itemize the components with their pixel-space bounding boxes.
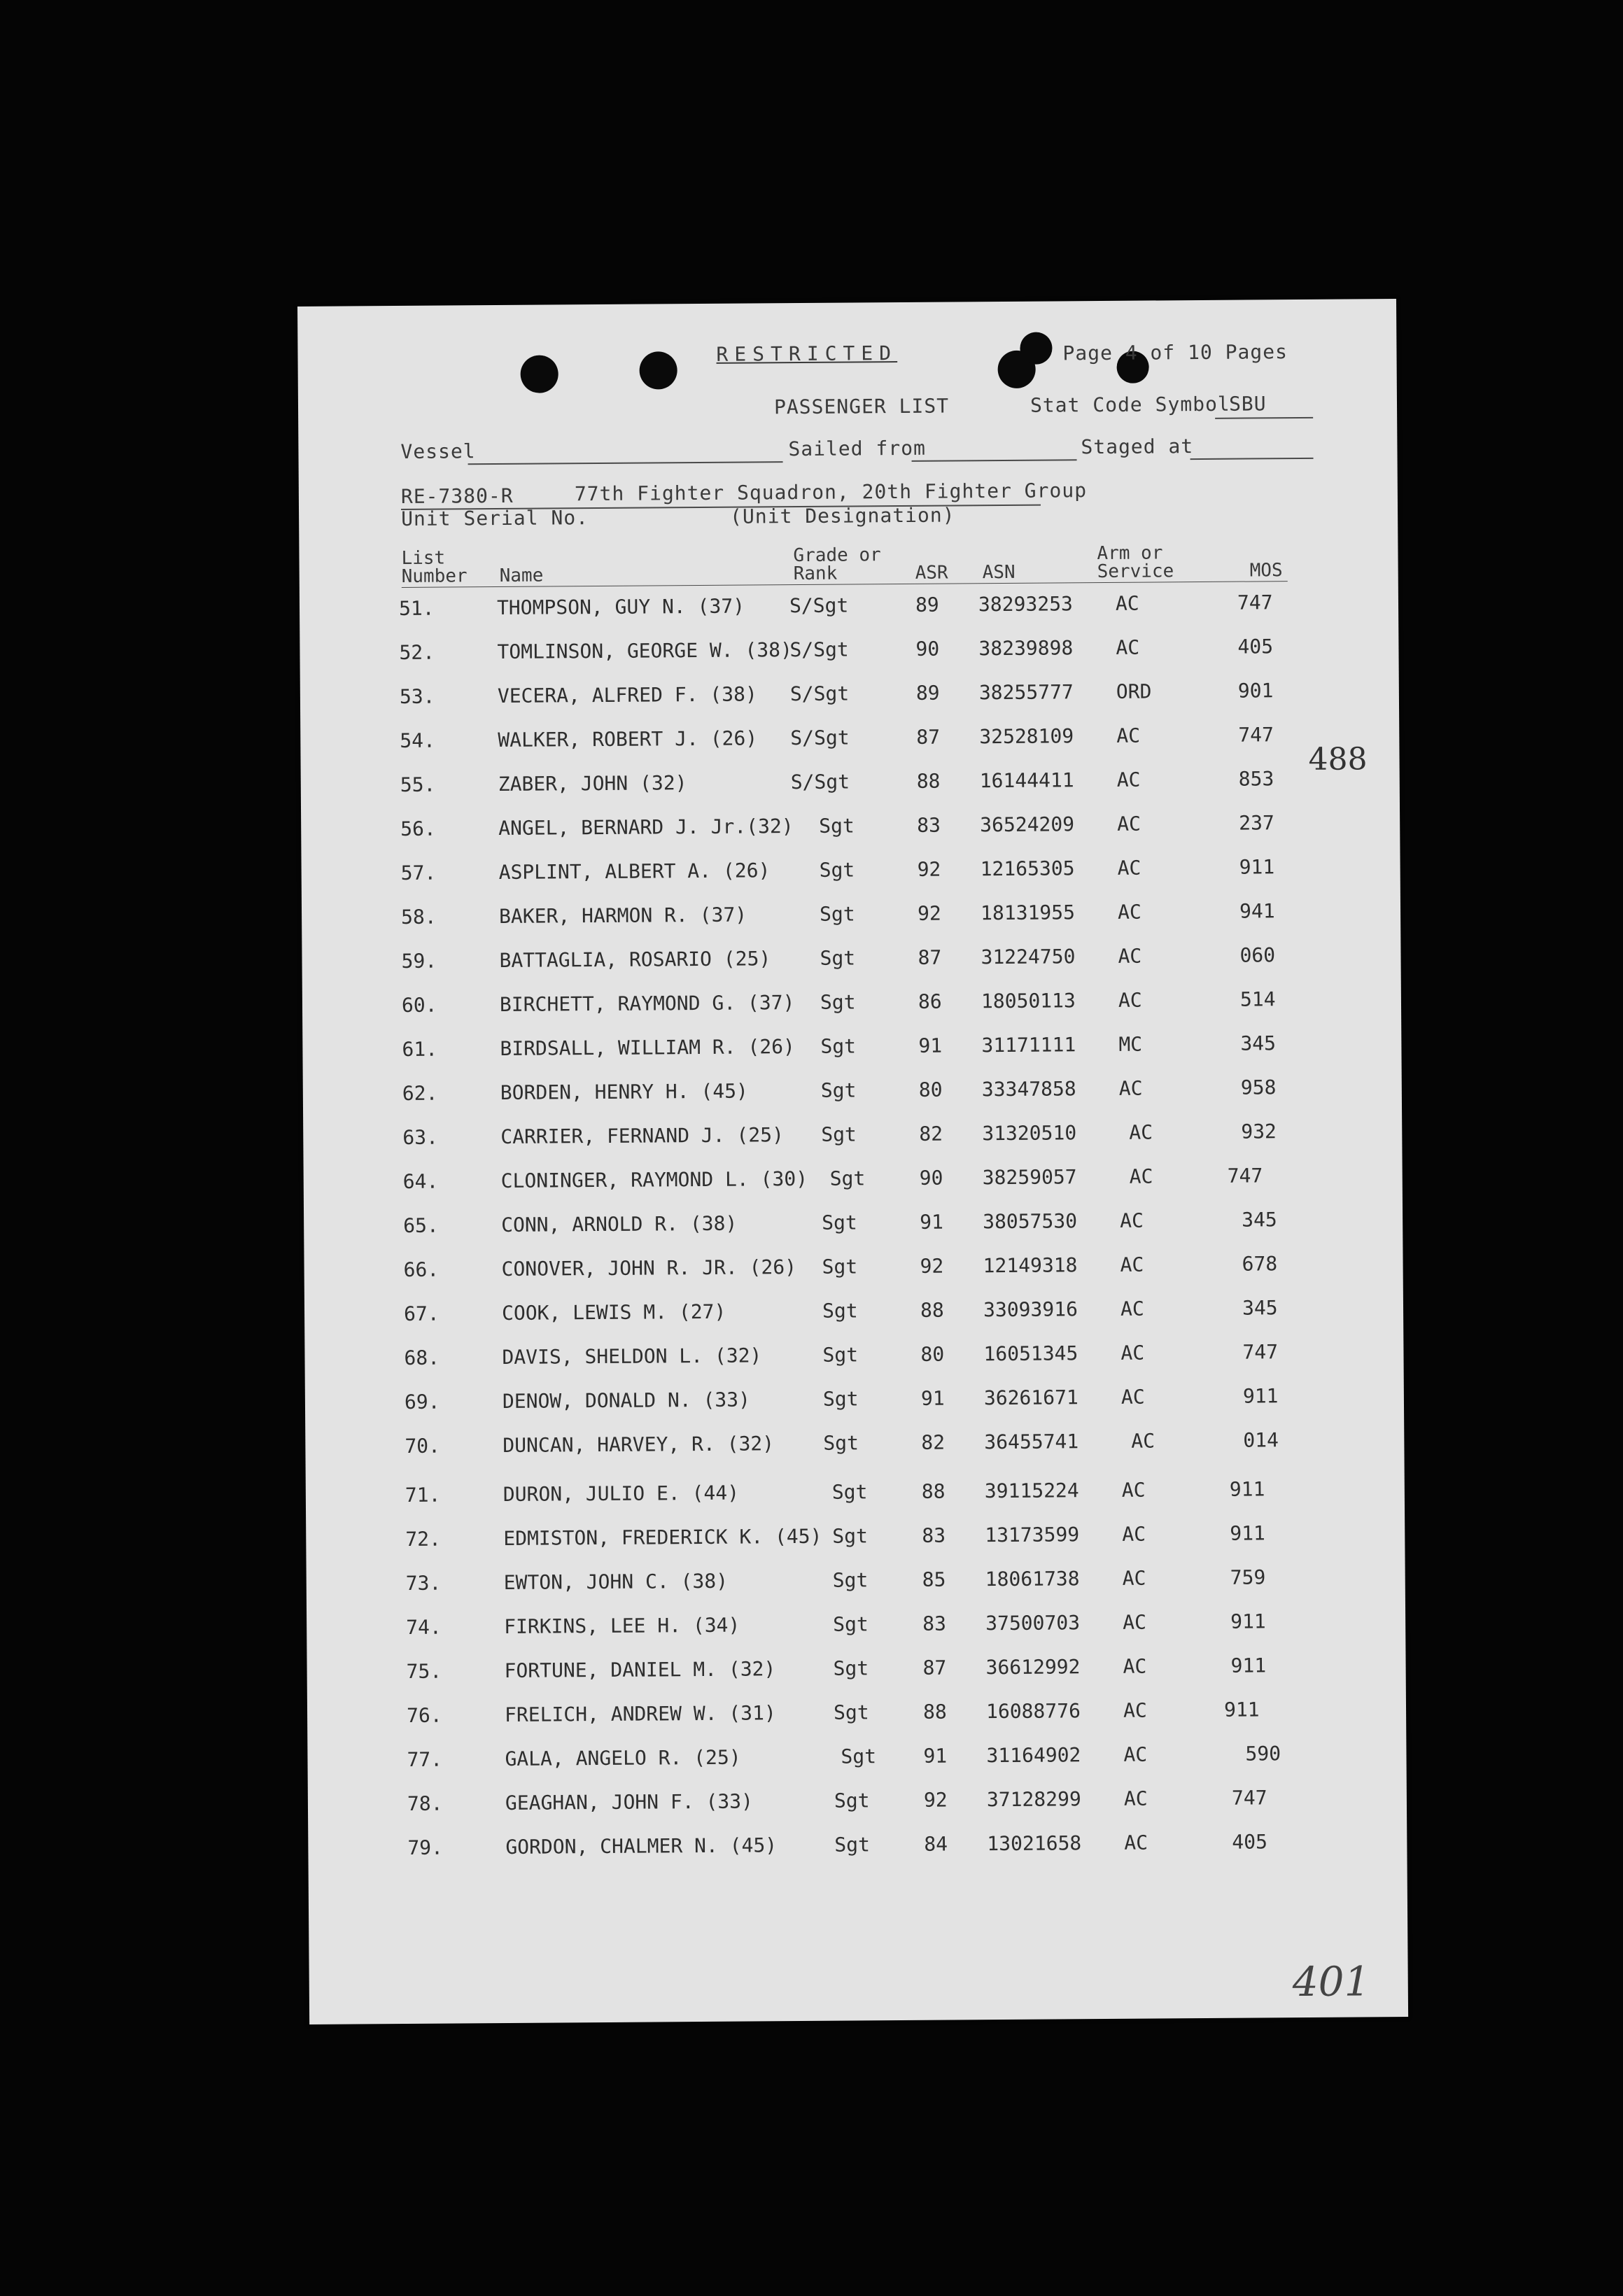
mos: 911 [1230, 1610, 1266, 1633]
asr: 92 [920, 1254, 944, 1278]
col-header-mos: MOS [1249, 560, 1283, 582]
arm-service: AC [1118, 1076, 1143, 1100]
arm-service: AC [1120, 1297, 1144, 1320]
asr: 83 [922, 1523, 946, 1547]
unit-serial-value: RE-7380-R [400, 484, 514, 508]
passenger-name: THOMPSON, GUY N. (37) [496, 594, 745, 620]
mos: 747 [1242, 1340, 1279, 1364]
table-row [300, 590, 1398, 626]
passenger-name: CONOVER, JOHN R. JR. (26) [501, 1255, 797, 1281]
list-number: 54. [400, 728, 436, 752]
asr: 87 [916, 725, 941, 749]
passenger-name: DENOW, DONALD N. (33) [502, 1388, 751, 1413]
form-title: PASSENGER LIST [773, 394, 950, 419]
list-number: 76. [406, 1703, 442, 1727]
asn: 38057530 [983, 1209, 1078, 1234]
passenger-name: FIRKINS, LEE H. (34) [504, 1613, 740, 1638]
list-number: 55. [400, 773, 436, 796]
grade: Sgt [841, 1745, 877, 1768]
passenger-name: FORTUNE, DANIEL M. (32) [504, 1657, 776, 1682]
asr: 80 [920, 1342, 945, 1366]
asr: 84 [924, 1832, 948, 1856]
passenger-name: TOMLINSON, GEORGE W. (38) [497, 638, 792, 664]
table-row [304, 1251, 1403, 1287]
asn: 38239898 [978, 636, 1074, 661]
grade: Sgt [822, 1343, 859, 1367]
list-number: 64. [402, 1169, 439, 1193]
asn: 13021658 [987, 1831, 1082, 1856]
mos: 958 [1240, 1076, 1277, 1099]
asr: 87 [918, 945, 942, 969]
asn: 36524209 [980, 812, 1075, 837]
table-row [300, 722, 1399, 758]
table-row [304, 1339, 1403, 1375]
asn: 36455741 [984, 1430, 1079, 1454]
asr: 88 [922, 1700, 947, 1724]
asn: 31320510 [982, 1121, 1077, 1146]
mos: 405 [1237, 635, 1274, 658]
grade: Sgt [820, 1034, 857, 1058]
passenger-name: VECERA, ALFRED F. (38) [497, 682, 757, 708]
vessel-label: Vessel [400, 439, 476, 463]
list-number: 57. [400, 861, 437, 885]
col-header-grade [793, 546, 881, 583]
list-number: 59. [401, 949, 437, 973]
arm-service: AC [1120, 1209, 1144, 1232]
sailed-from-label: Sailed from [788, 436, 926, 461]
asn: 32528109 [979, 724, 1074, 749]
mos: 014 [1243, 1428, 1279, 1452]
table-row [307, 1697, 1406, 1733]
table-row [302, 943, 1400, 978]
table-row [308, 1829, 1407, 1865]
asn: 31171111 [981, 1033, 1076, 1057]
grade: Sgt [832, 1524, 868, 1548]
asr: 91 [923, 1744, 948, 1768]
list-number: 78. [407, 1791, 443, 1815]
col-header-arm-line2: Service [1097, 561, 1174, 583]
table-row [307, 1653, 1406, 1689]
table-row [303, 1075, 1402, 1111]
stat-code-label: Stat Code Symbol [1030, 392, 1230, 417]
list-number: 70. [405, 1434, 441, 1458]
table-row [300, 634, 1398, 670]
list-number: 74. [406, 1615, 442, 1639]
mos: 911 [1239, 855, 1275, 879]
arm-service: AC [1123, 1742, 1148, 1766]
mos: 237 [1239, 811, 1274, 835]
grade: Sgt [822, 1299, 858, 1323]
grade: S/Sgt [789, 682, 850, 706]
arm-service: AC [1116, 724, 1141, 747]
arm-service: AC [1116, 635, 1140, 659]
mos: 759 [1230, 1565, 1266, 1589]
arm-service: AC [1117, 812, 1141, 836]
grade: Sgt [819, 814, 855, 838]
mos: 941 [1239, 899, 1275, 923]
handwritten-page-number: 401 [1292, 1957, 1370, 2006]
asr: 88 [916, 769, 941, 793]
list-number: 79. [407, 1836, 444, 1859]
asr: 88 [921, 1479, 946, 1503]
arm-service: AC [1120, 1385, 1145, 1409]
asr: 91 [918, 1034, 943, 1057]
passenger-name: WALKER, ROBERT J. (26) [498, 726, 758, 752]
list-number: 63. [402, 1125, 438, 1149]
passenger-name: BIRDSALL, WILLIAM R. (26) [500, 1035, 795, 1061]
col-header-list [401, 549, 467, 586]
passenger-name: FRELICH, ANDREW W. (31) [504, 1701, 776, 1726]
passenger-name: BIRCHETT, RAYMOND G. (37) [499, 991, 795, 1017]
grade: Sgt [834, 1833, 871, 1857]
grade: Sgt [829, 1167, 866, 1190]
asr: 89 [915, 593, 939, 617]
arm-service: AC [1122, 1566, 1146, 1590]
arm-service: AC [1120, 1341, 1145, 1365]
asr: 89 [915, 681, 940, 705]
table-row [308, 1785, 1407, 1821]
asn: 38293253 [978, 592, 1073, 617]
arm-service: AC [1120, 1253, 1144, 1276]
unit-serial-label: Unit Serial No. [401, 506, 589, 530]
asr: 83 [917, 813, 941, 837]
asn: 38255777 [978, 680, 1074, 705]
mos: 405 [1232, 1830, 1268, 1854]
asn: 31224750 [981, 945, 1076, 969]
col-header-name: Name [499, 565, 544, 586]
col-header-list-line1: List [401, 547, 446, 569]
mos: 932 [1241, 1120, 1277, 1143]
list-number: 60. [401, 993, 437, 1017]
asn: 36261671 [983, 1386, 1079, 1410]
col-header-grade-line1: Grade or [793, 544, 881, 567]
stat-code-value: SBU [1228, 392, 1267, 416]
mos: 747 [1237, 591, 1273, 614]
restricted-label: RESTRICTED [716, 341, 898, 366]
grade: Sgt [823, 1431, 859, 1455]
asr: 92 [917, 857, 941, 881]
staged-at-label: Staged at [1081, 435, 1194, 459]
asn: 12165305 [980, 857, 1075, 881]
mos: 345 [1240, 1031, 1277, 1055]
mos: 060 [1239, 943, 1276, 967]
punch-hole [639, 351, 677, 389]
grade: Sgt [833, 1612, 869, 1636]
passenger-name: EWTON, JOHN C. (38) [503, 1569, 729, 1594]
asr: 85 [922, 1568, 946, 1591]
grade: Sgt [831, 1480, 868, 1504]
list-number: 62. [402, 1081, 438, 1105]
grade: Sgt [833, 1656, 869, 1680]
col-header-arm-line1: Arm or [1097, 542, 1163, 565]
asn: 12149318 [983, 1253, 1078, 1278]
passenger-name: EDMISTON, FREDERICK K. (45) [503, 1524, 822, 1550]
punch-hole [520, 355, 558, 393]
list-number: 69. [404, 1390, 440, 1414]
asr: 91 [920, 1386, 945, 1410]
asn: 16051345 [983, 1341, 1079, 1366]
asn: 37500703 [985, 1611, 1081, 1635]
arm-service: AC [1115, 591, 1139, 615]
mos: 747 [1227, 1164, 1263, 1188]
arm-service: AC [1131, 1429, 1155, 1453]
table-row [307, 1741, 1406, 1777]
passenger-name: CARRIER, FERNAND J. (25) [500, 1123, 784, 1149]
asn: 18061738 [985, 1567, 1080, 1591]
asr: 80 [918, 1078, 943, 1101]
passenger-name: GORDON, CHALMER N. (45) [505, 1833, 778, 1859]
sailed-from-field-line [912, 459, 1077, 462]
asn: 16144411 [979, 768, 1074, 793]
passenger-name: COOK, LEWIS M. (27) [501, 1300, 726, 1325]
col-header-asr: ASR [915, 562, 948, 584]
passenger-name: DAVIS, SHELDON L. (32) [502, 1344, 762, 1369]
asn: 31164902 [986, 1743, 1081, 1768]
grade: Sgt [822, 1211, 857, 1234]
arm-service: AC [1129, 1164, 1153, 1188]
arm-service: AC [1117, 900, 1141, 924]
mos: 911 [1242, 1384, 1279, 1408]
mos: 747 [1231, 1786, 1267, 1810]
grade: S/Sgt [789, 593, 849, 618]
table-row [302, 854, 1400, 890]
mos: 911 [1230, 1521, 1265, 1545]
list-number: 51. [398, 596, 435, 620]
asn: 18050113 [981, 989, 1076, 1013]
asr: 82 [919, 1122, 943, 1146]
asr: 90 [919, 1166, 943, 1190]
table-row [302, 987, 1401, 1022]
unit-designation-label: (Unit Designation) [729, 503, 955, 528]
mos: 678 [1242, 1252, 1278, 1276]
asr: 83 [922, 1612, 946, 1635]
list-number: 58. [400, 905, 437, 929]
col-header-grade-line2: Rank [793, 563, 838, 585]
asn: 18131955 [980, 901, 1076, 925]
asr: 91 [920, 1210, 943, 1234]
table-row [307, 1609, 1405, 1644]
asr: 92 [917, 901, 941, 925]
arm-service: ORD [1116, 679, 1152, 703]
list-number: 66. [403, 1258, 440, 1281]
table-row [302, 1031, 1401, 1066]
grade: Sgt [834, 1789, 870, 1812]
asn: 16088776 [985, 1699, 1081, 1724]
col-header-list-line2: Number [401, 565, 468, 587]
passenger-name: BATTAGLIA, ROSARIO (25) [499, 947, 771, 973]
arm-service: MC [1118, 1032, 1143, 1056]
arm-service: AC [1123, 1654, 1147, 1678]
arm-service: AC [1118, 988, 1142, 1012]
page-number: Page 4 of 10 Pages [1062, 340, 1288, 365]
staged-at-field-line [1190, 458, 1314, 460]
asn: 37128299 [986, 1787, 1081, 1812]
mos: 514 [1239, 987, 1276, 1011]
asn: 33347858 [981, 1077, 1076, 1101]
list-number: 53. [399, 684, 435, 708]
table-row [305, 1383, 1404, 1419]
table-row [301, 766, 1400, 802]
col-header-asn: ASN [982, 561, 1016, 584]
grade: Sgt [821, 1122, 857, 1146]
asn: 38259057 [982, 1165, 1077, 1190]
asn: 33093916 [983, 1297, 1079, 1322]
document-page [297, 299, 1408, 2024]
grade: Sgt [819, 858, 855, 882]
table-row [306, 1521, 1405, 1556]
passenger-name: GALA, ANGELO R. (25) [505, 1745, 741, 1770]
mos: 853 [1238, 767, 1274, 791]
list-number: 52. [399, 640, 435, 664]
mos: 345 [1242, 1208, 1277, 1232]
table-row [301, 810, 1400, 846]
table-row [307, 1565, 1405, 1600]
passenger-name: CLONINGER, RAYMOND L. (30) [500, 1167, 808, 1193]
asr: 88 [920, 1298, 944, 1322]
passenger-name: ANGEL, BERNARD J. Jr.(32) [498, 815, 794, 840]
list-number: 56. [400, 817, 436, 840]
mos: 911 [1223, 1698, 1260, 1721]
punch-hole [1020, 332, 1052, 364]
list-number: 77. [407, 1747, 443, 1771]
arm-service: AC [1117, 856, 1141, 880]
table-row [305, 1428, 1404, 1463]
list-number: 71. [405, 1483, 441, 1507]
col-header-arm [1097, 544, 1174, 581]
stat-code-underline [1215, 417, 1313, 419]
asr: 92 [923, 1788, 948, 1812]
grade: S/Sgt [790, 770, 850, 794]
passenger-name: DUNCAN, HARVEY, R. (32) [503, 1432, 775, 1457]
mos: 901 [1237, 679, 1274, 703]
arm-service: AC [1123, 1787, 1148, 1810]
table-row [303, 1119, 1402, 1155]
table-row [304, 1295, 1403, 1331]
passenger-name: ZABER, JOHN (32) [498, 771, 687, 796]
list-number: 73. [405, 1571, 442, 1595]
grade: Sgt [820, 946, 856, 970]
arm-service: AC [1121, 1478, 1146, 1502]
arm-service: AC [1116, 768, 1141, 791]
table-row [304, 1207, 1403, 1243]
grade: Sgt [822, 1255, 858, 1279]
grade: Sgt [832, 1568, 869, 1592]
table-row [306, 1477, 1405, 1512]
asn: 36612992 [985, 1655, 1081, 1679]
arm-service: AC [1122, 1522, 1146, 1546]
arm-service: AC [1123, 1610, 1146, 1634]
table-row [304, 1163, 1403, 1199]
vessel-field-line [468, 461, 783, 465]
list-number: 61. [402, 1037, 438, 1061]
asr: 87 [922, 1656, 947, 1679]
arm-service: AC [1123, 1698, 1147, 1722]
grade: S/Sgt [790, 726, 850, 750]
passenger-name: GEAGHAN, JOHN F. (33) [505, 1789, 754, 1815]
list-number: 67. [403, 1302, 440, 1325]
table-row [300, 678, 1399, 714]
list-number: 65. [403, 1213, 439, 1237]
passenger-name: BAKER, HARMON R. (37) [498, 903, 747, 929]
arm-service: AC [1118, 944, 1142, 968]
grade: Sgt [833, 1700, 869, 1724]
mos: 345 [1242, 1296, 1278, 1320]
asn: 39115224 [984, 1479, 1079, 1503]
list-number: 72. [405, 1527, 441, 1551]
asr: 86 [918, 989, 942, 1013]
arm-service: AC [1129, 1120, 1153, 1144]
grade: Sgt [822, 1387, 859, 1411]
mos: 911 [1230, 1654, 1267, 1677]
list-number: 68. [404, 1346, 440, 1369]
grade: Sgt [819, 902, 855, 926]
asr: 82 [921, 1430, 946, 1454]
passenger-name: CONN, ARNOLD R. (38) [501, 1211, 738, 1237]
grade: Sgt [820, 1078, 857, 1102]
stamped-number: 488 [1308, 741, 1368, 777]
list-number: 75. [406, 1659, 442, 1683]
passenger-name: BORDEN, HENRY H. (45) [500, 1079, 748, 1105]
unit-designation-value: 77th Fighter Squadron, 20th Fighter Group [574, 479, 1088, 506]
grade: S/Sgt [789, 638, 849, 662]
mos: 747 [1238, 723, 1274, 747]
mos: 590 [1245, 1742, 1281, 1766]
passenger-name: DURON, JULIO E. (44) [503, 1481, 740, 1506]
asn: 13173599 [985, 1523, 1080, 1547]
asr: 90 [915, 637, 940, 661]
arm-service: AC [1124, 1831, 1148, 1854]
passenger-name: ASPLINT, ALBERT A. (26) [498, 859, 771, 885]
grade: Sgt [820, 990, 856, 1014]
table-row [302, 899, 1400, 934]
mos: 911 [1229, 1477, 1265, 1501]
